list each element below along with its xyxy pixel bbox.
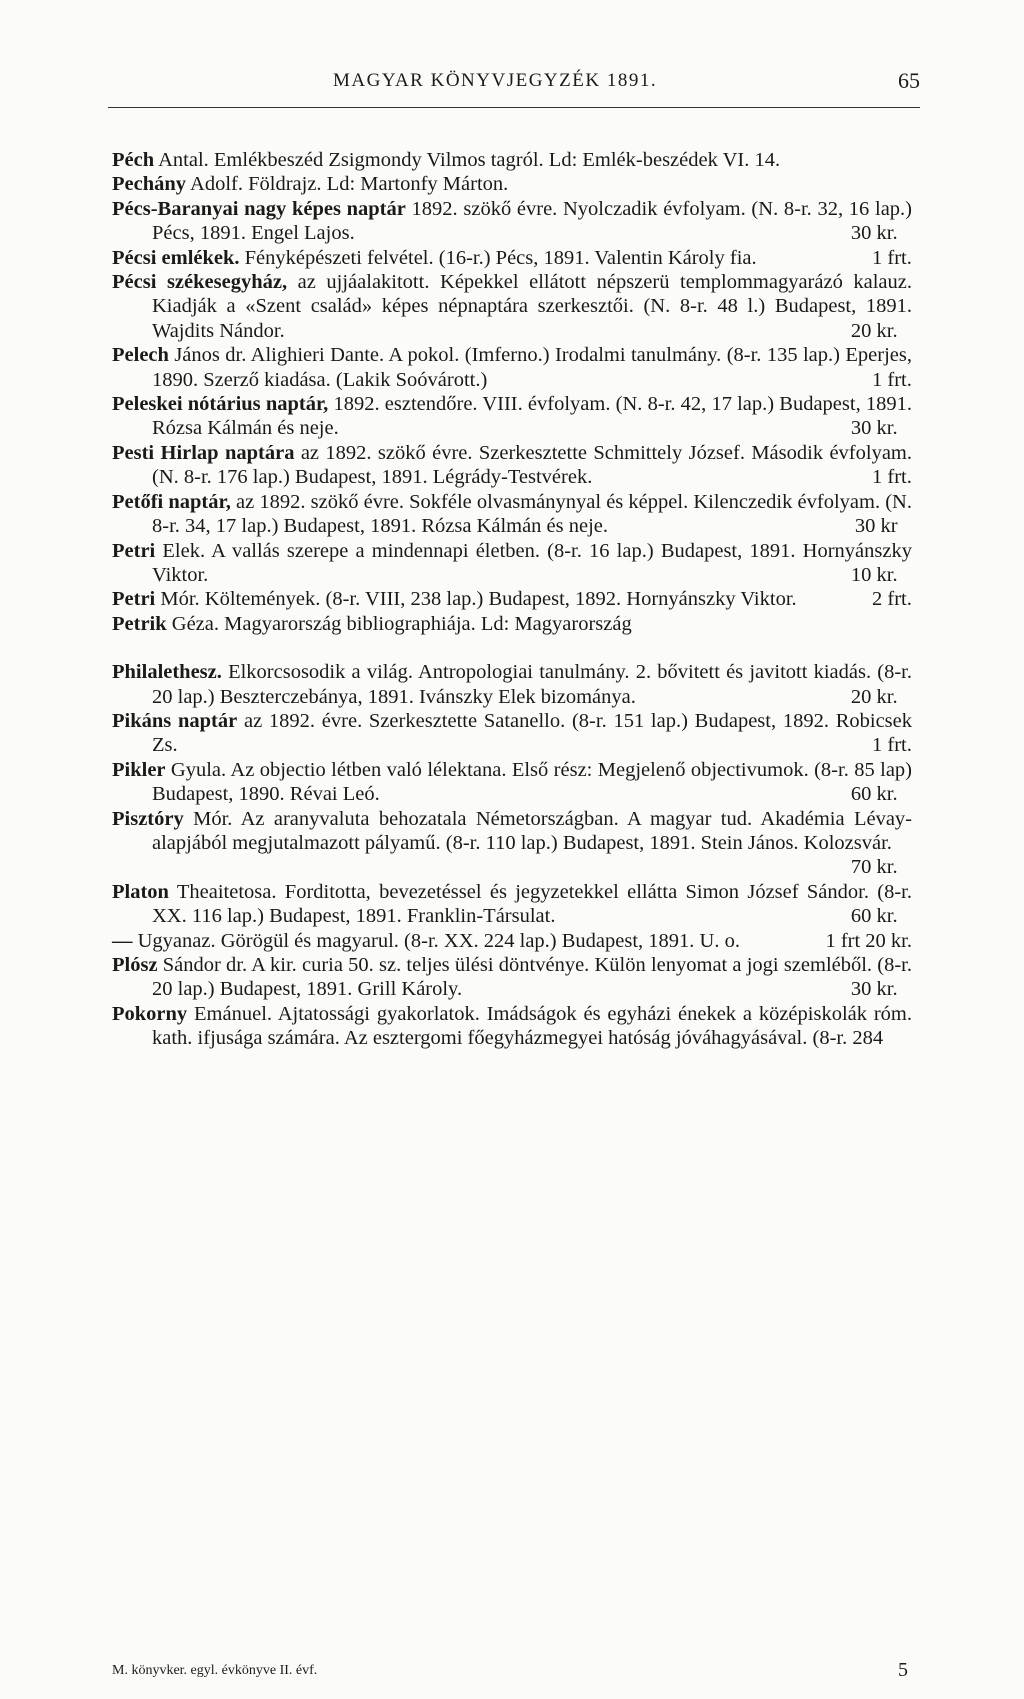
entry-text: Sándor dr. A kir. curia 50. sz. teljes ülési döntvénye. Külön lenyomat a jogi szemléből. (8-r. 20 lap.) Budapest, 1891. Grill Károly. — [152, 954, 912, 1001]
entry-price: 30 kr. — [850, 417, 898, 440]
entry-text: Elkorcsosodik a világ. Antropologiai tanulmány. 2. bővitett és javitott kiadás. (8-r. 20 lap.) Beszterczebánya, 1891. Ivánszky Elek bizománya. — [152, 661, 912, 708]
entry-heading: Pokorny — [112, 1002, 188, 1025]
entry-heading: Petőfi naptár, — [112, 490, 231, 513]
page-number: 65 — [898, 68, 920, 93]
catalog-entry: Pécsi emlékek. Fényképészeti felvétel. (16-r.) Pécs, 1891. Valentin Károly fia. 1 frt. — [112, 246, 912, 269]
footer-text: M. könyvker. egyl. évkönyve II. évf. — [112, 1663, 318, 1678]
catalog-entry — [112, 490, 912, 539]
entry-heading: Pesti Hirlap naptára — [112, 441, 295, 464]
signature-mark: 5 — [898, 1659, 908, 1681]
entry-heading: Pisztóry — [112, 807, 184, 830]
entry-heading: Pikáns naptár — [112, 709, 238, 732]
entry-price: 60 kr. — [850, 783, 898, 806]
catalog-entry — [112, 270, 912, 343]
entry-heading: Petri — [112, 539, 156, 562]
entry-heading: Philalethesz. — [112, 661, 222, 684]
entry-text: Mór. Költemények. (8-r. VIII, 238 lap.) Budapest, 1892. Hornyánszky Viktor. — [155, 588, 797, 611]
catalog-entry — [112, 172, 912, 196]
entry-price: 30 kr. — [850, 222, 898, 245]
entry-gap — [112, 636, 912, 660]
header-rule — [108, 107, 920, 108]
entry-price: 30 kr. — [850, 978, 898, 1001]
entry-text: az 1892. szökő évre. Szerkesztette Schmittely József. Második évfolyam. (N. 8-r. 176 lap.) Budapest, 1891. Légrády-Testvérek. — [152, 441, 912, 489]
catalog-entry — [112, 758, 912, 807]
catalog-entry — [112, 953, 912, 1002]
catalog-entry: Petri Mór. Költemények. (8-r. VIII, 238 lap.) Budapest, 1892. Hornyánszky Viktor. 2 frt. — [112, 588, 912, 611]
catalog-entry — [112, 197, 912, 246]
catalog-entry — [112, 392, 912, 441]
entry-heading: Pécsi székesegyház, — [112, 271, 288, 294]
entry-heading: Péch — [112, 149, 155, 171]
entry-heading: Pécsi emlékek. — [112, 246, 240, 269]
entry-heading: Peleskei nótárius naptár, — [112, 393, 329, 416]
entry-heading: Pikler — [112, 758, 166, 781]
entry-text: 1892. szökő évre. Nyolczadik évfolyam. (N. 8-r. 32, 16 lap.) Pécs, 1891. Engel Lajos. — [152, 197, 913, 245]
entry-price: 70 kr. — [850, 856, 898, 879]
catalog-entry — [112, 929, 912, 953]
entry-text: Theaitetosa. Forditotta, bevezetéssel és jegyzetekkel ellátta Simon József Sándor. (8-r. XX. 116 lap.) Budapest, 1891. Franklin-Társulat. — [152, 880, 912, 928]
entry-text: Géza. Magyarország bibliographiája. Ld: Magyarország — [166, 612, 632, 635]
entry-heading: Petri — [112, 588, 156, 611]
entry-heading: Platon — [112, 880, 169, 903]
entry-heading: — — [112, 929, 133, 952]
entry-heading: Petrik — [112, 612, 167, 635]
catalog-entry — [112, 148, 912, 172]
entry-text: Emánuel. Ajtatossági gyakorlatok. Imádságok és egyházi énekek a középiskolák róm. kath. ifjusága számára. Az esztergomi főegyházmegyei hatóság jóváhagyásával. (8-r. 284 — [152, 1002, 912, 1050]
catalog-entries — [112, 148, 912, 1051]
entry-price: 20 kr. — [850, 319, 898, 342]
entry-heading: Pechány — [112, 173, 187, 196]
page-header — [108, 66, 920, 98]
entry-text: János dr. Alighieri Dante. A pokol. (Imferno.) Irodalmi tanulmány. (8-r. 135 lap.) Eperjes, 1890. Szerző kiadása. (Lakik Soóvárott.) — [152, 344, 912, 391]
entry-text: Ugyanaz. Görögül és magyarul. (8-r. XX. 224 lap.) Budapest, 1891. U. o. — [132, 929, 740, 952]
catalog-entry — [112, 539, 912, 588]
entry-text: Elek. A vallás szerepe a mindennapi életben. (8-r. 16 lap.) Budapest, 1891. Hornyánszky Viktor. — [152, 539, 912, 586]
entry-price: 60 kr. — [850, 905, 898, 928]
page-footer — [112, 1659, 908, 1681]
catalog-entry: Pikáns naptár az 1892. évre. Szerkesztette Satanello. (8-r. 151 lap.) Budapest, 1892. Robicsek Zs. 1 frt. — [112, 709, 913, 757]
entry-text: az 1892. szökő évre. Sokféle olvasmánynyal és képpel. Kilenczedik évfolyam. (N. 8-r. 34, 17 lap.) Budapest, 1891. Rózsa Kálmán és neje. — [152, 490, 912, 538]
entry-text: az ujjáalakitott. Képekkel ellátott népszerü templommagyarázó kalauz. Kiadják a «Szent család» képes népnaptára szerkesztői. (N. 8-r. 48 l.) Budapest, 1891. Wajdits Nándor. — [152, 271, 912, 342]
entry-text: Gyula. Az objectio létben való lélektana. Első rész: Megjelenő objectivumok. (8-r. 85 lap) Budapest, 1890. Révai Leó. — [152, 758, 912, 806]
entry-text: Fényképészeti felvétel. (16-r.) Pécs, 1891. Valentin Károly fia. — [239, 246, 757, 269]
entry-text: Mór. Az aranyvaluta behozatala Németországban. A magyar tud. Akadémia Lévay-alapjából megjutalmazott pályamű. (8-r. 110 lap.) Budapest, 1891. Stein János. Kolozsvár. — [152, 807, 912, 854]
catalog-entry — [112, 880, 912, 929]
entry-heading: Pécs-Baranyai nagy képes naptár — [112, 197, 406, 220]
catalog-entry — [112, 660, 912, 709]
catalog-entry — [112, 612, 912, 636]
entry-text: az 1892. évre. Szerkesztette Satanello. (8-r. 151 lap.) Budapest, 1892. Robicsek Zs. — [152, 709, 913, 757]
running-title: MAGYAR KÖNYVJEGYZÉK 1891. — [333, 70, 658, 91]
entry-text: Adolf. Földrajz. Ld: Martonfy Márton. — [186, 173, 509, 196]
entry-heading: Pelech — [112, 344, 169, 367]
entry-heading: Plósz — [112, 954, 158, 976]
catalog-entry: Pesti Hirlap naptára az 1892. szökő évre. Szerkesztette Schmittely József. Második évfolyam. (N. 8-r. 176 lap.) Budapest, 1891. Légrády-Testvérek. 1 frt. — [112, 441, 912, 489]
entry-text: 1892. esztendőre. VIII. évfolyam. (N. 8-r. 42, 17 lap.) Budapest, 1891. Rózsa Kálmán és neje. — [152, 393, 912, 440]
catalog-entry: Pelech János dr. Alighieri Dante. A pokol. (Imferno.) Irodalmi tanulmány. (8-r. 135 lap.) Eperjes, 1890. Szerző kiadása. (Lakik Soóvárott.) 1 frt. — [112, 344, 912, 391]
entry-text: Antal. Emlékbeszéd Zsigmondy Vilmos tagról. Ld: Emlék-beszédek VI. 14. — [154, 149, 781, 171]
catalog-entry — [112, 807, 912, 880]
entry-price: 30 kr — [854, 515, 898, 538]
entry-price: 10 kr. — [850, 563, 898, 586]
catalog-entry — [112, 1002, 912, 1051]
entry-price: 1 frt 20 kr. — [825, 929, 912, 952]
entry-price: 20 kr. — [850, 685, 898, 708]
